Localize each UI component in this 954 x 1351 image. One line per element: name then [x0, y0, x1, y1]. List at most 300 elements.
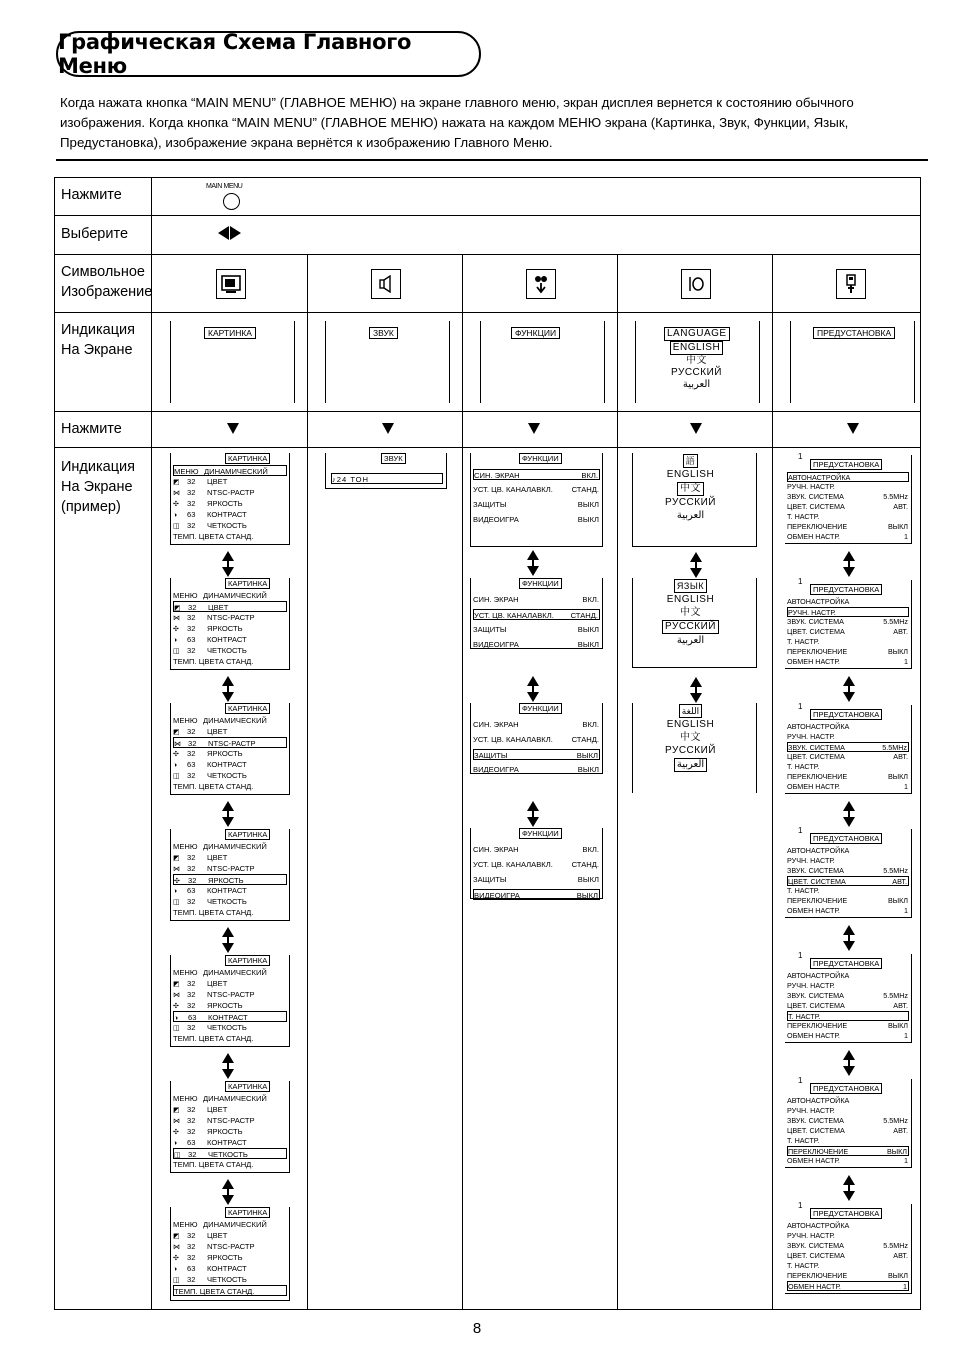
row-divider [54, 254, 921, 255]
picture-menu-row [173, 896, 287, 907]
sound-menu-title: ЗВУК [381, 453, 406, 464]
setting-icon: ◩ [174, 605, 181, 612]
preset-setting-name: ОБМЕН НАСТР. [787, 1156, 840, 1165]
preset-menu-row [787, 782, 909, 792]
picture-menu-screen [170, 453, 290, 545]
setting-icon: ◫ [174, 1152, 181, 1159]
divider [56, 159, 928, 161]
preset-menu-row [787, 752, 909, 762]
preset-setting-name: ОБМЕН НАСТР. [787, 906, 840, 915]
setting-name: КОНТРАСТ [208, 1013, 248, 1022]
row-label-symbol-2: Изображение [61, 284, 153, 300]
mode-value: ДИНАМИЧЕСКИЙ [203, 1094, 267, 1103]
picture-menu-row [173, 967, 287, 978]
preset-menu-row [787, 742, 909, 752]
setting-icon: ◑ [174, 1015, 179, 1022]
preset-menu-row [787, 772, 909, 782]
preset-menu-row [787, 532, 909, 542]
row-label [173, 1093, 267, 1104]
setting-name: NTSC-РАСТР [207, 488, 255, 497]
picture-menu-screen [170, 578, 290, 670]
language-arabic: العربية [682, 379, 711, 390]
arrow-shaft [227, 809, 229, 819]
up-down-arrow-icon [843, 676, 855, 702]
setting-value: 32 [187, 477, 196, 486]
setting-icon: ◩ [173, 855, 180, 862]
setting-icon: ◩ [173, 729, 180, 736]
mode-value: ДИНАМИЧЕСКИЙ [203, 968, 267, 977]
setting-name: ЦВЕТ [207, 477, 228, 486]
preset-menu-row [787, 1126, 909, 1136]
up-down-arrow-icon [690, 552, 702, 578]
preset-menu-row [787, 886, 909, 896]
preset-setting-name: ЦВЕТ. СИСТЕМА [787, 1251, 845, 1260]
preset-menu-row [787, 971, 909, 981]
function-value: ВКЛ. [581, 471, 598, 480]
language-list [658, 704, 723, 772]
preset-menu-row [787, 482, 909, 492]
preset-setting-name: ЗВУК. СИСТЕМА [787, 492, 844, 501]
preset-menu-screen [785, 702, 912, 794]
functions-menu-row [473, 844, 600, 855]
preset-setting-value: АВТ. [893, 752, 908, 761]
preset-menu-row [787, 522, 909, 532]
row-divider [54, 215, 921, 216]
page-number: 8 [472, 1320, 482, 1337]
setting-name: ЦВЕТ [207, 979, 228, 988]
setting-value: 32 [187, 1023, 196, 1032]
preset-menu-row [787, 1021, 909, 1031]
preset-menu-row [787, 1241, 909, 1251]
functions-menu-title: ФУНКЦИИ [519, 703, 562, 714]
preset-setting-value: АВТ. [893, 1126, 908, 1135]
preset-menu-row [787, 1001, 909, 1011]
function-value: СТАНД. [571, 735, 599, 744]
function-name: ВИДЕОИГРА [473, 640, 519, 649]
row-label [173, 1159, 253, 1170]
functions-menu-title: ФУНКЦИИ [519, 453, 562, 464]
preset-menu-screen [785, 951, 912, 1043]
setting-value: 32 [187, 499, 196, 508]
column-divider [307, 254, 308, 1310]
main-menu-button-icon [223, 193, 240, 210]
preset-menu-screen [785, 452, 912, 544]
picture-menu-row [173, 781, 287, 792]
down-arrow-icon [382, 423, 394, 434]
functions-menu-row [473, 514, 600, 525]
setting-name: КОНТРАСТ [207, 635, 247, 644]
row-divider [54, 411, 921, 412]
picture-menu-row [173, 1230, 287, 1241]
function-value: ВКЛ. [582, 845, 599, 854]
function-value: СТАНД. [570, 611, 598, 620]
setting-value: 32 [187, 521, 196, 530]
preset-setting-value: 1 [904, 782, 908, 791]
preset-setting-name: Т. НАСТР. [787, 637, 820, 646]
row-label-osd: Индикация [61, 322, 135, 338]
function-value: ВЫКЛ [577, 500, 599, 509]
preset-setting-value: ВЫКЛ [887, 1021, 908, 1030]
preset-menu-row [787, 846, 909, 856]
picture-menu-screen [170, 703, 290, 795]
preset-setting-name: РУЧН. НАСТР. [787, 981, 835, 990]
up-down-arrow-icon [843, 1050, 855, 1076]
picture-menu-row [173, 1115, 287, 1126]
setting-name: ЦВЕТ [208, 603, 229, 612]
language-option-label: ENGLISH [666, 719, 715, 730]
picture-menu-row [173, 907, 287, 918]
preset-menu-row [787, 637, 909, 647]
picture-menu-row [173, 1126, 287, 1137]
up-down-arrow-icon [222, 676, 234, 702]
menu-label: МЕНЮ [173, 716, 198, 725]
preset-setting-value: 5.5MHz [882, 743, 907, 752]
function-name: СИН. ЭКРАН [473, 595, 519, 604]
sound-screen [325, 321, 450, 403]
setting-name: ЧЕТКОСТЬ [207, 521, 247, 530]
setting-name: ЧЕТКОСТЬ [207, 1023, 247, 1032]
language-title-row [658, 704, 723, 718]
language-option-label: ENGLISH [666, 469, 715, 480]
preset-setting-value: 1 [904, 1031, 908, 1040]
menu-label: МЕНЮ [173, 1094, 198, 1103]
preset-page-number: 1 [798, 951, 803, 960]
functions-menu-row [473, 874, 600, 885]
preset-menu-row [787, 1156, 909, 1166]
arrow-shaft [695, 560, 697, 570]
preset-setting-name: ЦВЕТ. СИСТЕМА [787, 752, 845, 761]
language-menu-title: 語 [683, 454, 699, 468]
language-option [658, 719, 723, 731]
setting-name: КОНТРАСТ [207, 510, 247, 519]
language-option [658, 732, 723, 744]
function-name: ВИДЕОИГРА [473, 765, 519, 774]
picture-menu-row [173, 465, 287, 476]
setting-name: ЯРКОСТЬ [207, 624, 243, 633]
function-value: ВЫКЛ [577, 640, 599, 649]
setting-value: 63 [187, 635, 196, 644]
setting-value: 32 [188, 876, 197, 885]
row-label [173, 907, 253, 918]
functions-menu-row [473, 734, 600, 745]
language-option [658, 469, 723, 481]
setting-icon: ◩ [173, 981, 180, 988]
preset-setting-value: АВТ. [893, 627, 908, 636]
setting-value: 63 [188, 1013, 197, 1022]
preset-menu-row [787, 896, 909, 906]
functions-menu-screen [470, 828, 603, 899]
picture-menu-row [173, 612, 287, 623]
language-option-label: 中文 [677, 482, 704, 496]
row-label [173, 590, 267, 601]
up-down-arrow-icon [222, 551, 234, 577]
setting-name: ТЕМП. ЦВЕТА СТАНД. [173, 657, 254, 666]
arrow-shaft [227, 935, 229, 945]
preset-menu-row [787, 1221, 909, 1231]
setting-icon: ⋈ [174, 741, 181, 748]
picture-menu-row [173, 634, 287, 645]
language-screen [635, 321, 760, 403]
setting-value: 32 [187, 1242, 196, 1251]
setting-value: 32 [187, 749, 196, 758]
preset-menu-row [787, 1136, 909, 1146]
preset-setting-value: ВЫКЛ [887, 647, 908, 656]
setting-icon: ◑ [173, 762, 178, 769]
picture-screen [170, 321, 295, 403]
column-divider [462, 254, 463, 1310]
preset-setting-value: 1 [904, 657, 908, 666]
language-menu-title: LANGUAGE [664, 327, 730, 341]
setting-value: 32 [187, 771, 196, 780]
language-english: ENGLISH [670, 341, 723, 355]
language-list [658, 579, 723, 647]
language-menu-screen [632, 578, 757, 668]
preset-menu-row [787, 597, 909, 607]
functions-menu-screen [470, 578, 603, 649]
setting-name: ЦВЕТ [207, 1105, 228, 1114]
function-name: ЗАЩИТЫ [473, 625, 507, 634]
setting-icon: ◩ [173, 1233, 180, 1240]
preset-menu-row [787, 1251, 909, 1261]
row-label [173, 781, 253, 792]
picture-menu-row [173, 874, 287, 885]
setting-icon: ✣ [173, 1003, 179, 1010]
setting-name: КОНТРАСТ [207, 760, 247, 769]
setting-icon: ✣ [173, 751, 179, 758]
row-divider [54, 312, 921, 313]
setting-name: ЦВЕТ [207, 1231, 228, 1240]
language-menu-title: ЯЗЫК [674, 579, 707, 593]
picture-menu-row [173, 715, 287, 726]
preset-setting-name: РУЧН. НАСТР. [787, 482, 835, 491]
preset-setting-name: ЗВУК. СИСТЕМА [788, 743, 845, 752]
preset-menu-title: ПРЕДУСТАНОВКА [810, 584, 882, 595]
preset-menu-title: ПРЕДУСТАНОВКА [810, 459, 882, 470]
language-option [658, 510, 723, 522]
row-label-symbol: Символьное [61, 264, 145, 280]
row-label [173, 531, 253, 542]
up-down-arrow-icon [222, 927, 234, 953]
functions-menu-screen [470, 703, 603, 774]
preset-setting-name: ЗВУК. СИСТЕМА [787, 991, 844, 1000]
preset-setting-name: РУЧН. НАСТР. [787, 1231, 835, 1240]
preset-setting-name: ЦВЕТ. СИСТЕМА [788, 877, 846, 886]
picture-menu-screen [170, 955, 290, 1047]
setting-icon: ◫ [173, 899, 180, 906]
function-name: УСТ. ЦВ. КАНАЛАВКЛ. [473, 860, 553, 869]
preset-icon [836, 269, 866, 299]
setting-value: 32 [187, 979, 196, 988]
picture-menu-screen [170, 1081, 290, 1173]
functions-menu-row [473, 609, 600, 620]
row-label [173, 656, 253, 667]
functions-menu-row [473, 594, 600, 605]
function-name: УСТ. ЦВ. КАНАЛАВКЛ. [474, 611, 554, 620]
functions-menu-title: ФУНКЦИИ [519, 578, 562, 589]
setting-value: 32 [187, 646, 196, 655]
setting-value: 63 [187, 510, 196, 519]
preset-setting-name: АВТОНАСТРОЙКА [787, 1221, 850, 1230]
picture-menu-row [173, 623, 287, 634]
function-value: СТАНД. [571, 485, 599, 494]
setting-value: 32 [187, 727, 196, 736]
down-arrow-icon [847, 423, 859, 434]
setting-icon: ✣ [173, 1129, 179, 1136]
preset-page-number: 1 [798, 1201, 803, 1210]
picture-menu-row [173, 1159, 287, 1170]
picture-menu-row [173, 1274, 287, 1285]
up-down-arrow-icon [843, 551, 855, 577]
picture-menu-row [173, 1263, 287, 1274]
preset-setting-name: РУЧН. НАСТР. [787, 1106, 835, 1115]
functions-menu-row [473, 749, 600, 760]
setting-icon: ⋈ [173, 615, 180, 622]
setting-icon: ✣ [173, 1255, 179, 1262]
function-name: ВИДЕОИГРА [474, 891, 520, 900]
preset-page-number: 1 [798, 1076, 803, 1085]
preset-menu-row [787, 502, 909, 512]
preset-setting-name: Т. НАСТР. [787, 1261, 820, 1270]
setting-value: 63 [187, 1138, 196, 1147]
preset-setting-name: ПЕРЕКЛЮЧЕНИЕ [787, 896, 848, 905]
preset-menu-row [787, 1031, 909, 1041]
down-arrow-icon [528, 423, 540, 434]
setting-value: 32 [187, 1127, 196, 1136]
setting-name: NTSC-РАСТР [207, 990, 255, 999]
setting-value: 63 [187, 886, 196, 895]
sound-tone-value: ♪24 ТОН [332, 475, 370, 484]
language-option [658, 482, 723, 496]
setting-icon: ◩ [173, 479, 180, 486]
row-label [173, 841, 267, 852]
preset-setting-name: Т. НАСТР. [787, 762, 820, 771]
preset-setting-name: ПЕРЕКЛЮЧЕНИЕ [788, 1147, 849, 1156]
right-arrow-icon [230, 226, 241, 240]
preset-setting-name: АВТОНАСТРОЙКА [788, 473, 851, 482]
setting-icon: ◫ [173, 773, 180, 780]
setting-icon: ◫ [173, 648, 180, 655]
function-name: ЗАЩИТЫ [473, 875, 507, 884]
preset-setting-name: Т. НАСТР. [787, 1136, 820, 1145]
preset-setting-name: ОБМЕН НАСТР. [787, 1031, 840, 1040]
preset-menu-row [787, 1106, 909, 1116]
picture-menu-row [173, 1093, 287, 1104]
preset-setting-name: ОБМЕН НАСТР. [788, 1282, 841, 1291]
setting-value: 32 [187, 1231, 196, 1240]
preset-menu-row [787, 866, 909, 876]
setting-name: ЯРКОСТЬ [207, 1253, 243, 1262]
preset-menu-row [787, 1011, 909, 1021]
function-value: ВЫКЛ [577, 625, 599, 634]
function-value: ВЫКЛ [576, 891, 598, 900]
picture-menu-row [173, 1137, 287, 1148]
picture-menu-title: КАРТИНКА [204, 327, 256, 339]
setting-name: NTSC-РАСТР [207, 1116, 255, 1125]
setting-name: ЧЕТКОСТЬ [207, 897, 247, 906]
arrow-shaft [848, 933, 850, 943]
setting-name: ЧЕТКОСТЬ [207, 1275, 247, 1284]
preset-setting-value: АВТ. [893, 1001, 908, 1010]
row-label-osd-2: На Экране [61, 342, 133, 358]
preset-menu-row [787, 492, 909, 502]
language-option [658, 497, 723, 509]
functions-menu-row [473, 859, 600, 870]
setting-value: 32 [187, 1253, 196, 1262]
preset-setting-value: 5.5MHz [883, 991, 908, 1000]
language-title-row [658, 579, 723, 593]
mode-value: ДИНАМИЧЕСКИЙ [203, 716, 267, 725]
language-menu-screen [632, 703, 757, 793]
preset-menu-row [787, 1281, 909, 1291]
picture-menu-row [173, 520, 287, 531]
setting-value: 32 [187, 1105, 196, 1114]
arrow-shaft [848, 559, 850, 569]
preset-setting-name: РУЧН. НАСТР. [787, 856, 835, 865]
picture-menu-title: КАРТИНКА [225, 955, 270, 966]
up-down-arrow-icon [222, 801, 234, 827]
setting-icon: ◑ [173, 637, 178, 644]
row-label-osd-example: Индикация [61, 459, 135, 475]
picture-menu-row [173, 1011, 287, 1022]
preset-menu-row [787, 1231, 909, 1241]
setting-name: ЯРКОСТЬ [207, 1127, 243, 1136]
preset-menu-row [787, 722, 909, 732]
preset-menu-row [787, 981, 909, 991]
up-down-arrow-icon [690, 677, 702, 703]
setting-icon: ✣ [173, 501, 179, 508]
arrow-shaft [227, 684, 229, 694]
preset-menu-row [787, 1261, 909, 1271]
row-label [173, 967, 267, 978]
functions-menu-row [473, 484, 600, 495]
setting-icon: ✣ [173, 626, 179, 633]
preset-setting-value: 5.5MHz [883, 866, 908, 875]
preset-page-number: 1 [798, 826, 803, 835]
preset-menu-title: ПРЕДУСТАНОВКА [810, 709, 882, 720]
setting-name: NTSC-РАСТР [207, 1242, 255, 1251]
setting-name: КОНТРАСТ [207, 1264, 247, 1273]
setting-icon: ◑ [173, 888, 178, 895]
setting-name: ЯРКОСТЬ [207, 499, 243, 508]
function-name: ВИДЕОИГРА [473, 515, 519, 524]
setting-value: 32 [187, 624, 196, 633]
preset-setting-name: ЗВУК. СИСТЕМА [787, 1116, 844, 1125]
up-down-arrow-icon [527, 550, 539, 576]
function-value: ВКЛ. [582, 595, 599, 604]
preset-menu-row [787, 1116, 909, 1126]
arrow-shaft [848, 684, 850, 694]
setting-value: 32 [188, 739, 197, 748]
picture-menu-row [173, 841, 287, 852]
preset-menu-row [787, 647, 909, 657]
language-option-label: РУССКИЙ [665, 745, 716, 756]
column-divider [772, 254, 773, 1310]
preset-setting-value: ВЫКЛ [887, 1271, 908, 1280]
picture-menu-row [173, 645, 287, 656]
preset-setting-value: 1 [903, 1282, 907, 1291]
preset-setting-value: 5.5MHz [883, 1116, 908, 1125]
setting-name: NTSC-РАСТР [207, 864, 255, 873]
setting-value: 32 [187, 1275, 196, 1284]
main-menu-label: MAIN MENU [206, 183, 243, 190]
row-label-press-2: Нажмите [61, 421, 122, 437]
language-option-label: العربية [676, 510, 705, 521]
picture-menu-row [173, 531, 287, 542]
functions-menu-row [473, 639, 600, 650]
picture-menu-title: КАРТИНКА [225, 1081, 270, 1092]
picture-menu-screen [170, 829, 290, 921]
up-down-arrow-icon [527, 676, 539, 702]
